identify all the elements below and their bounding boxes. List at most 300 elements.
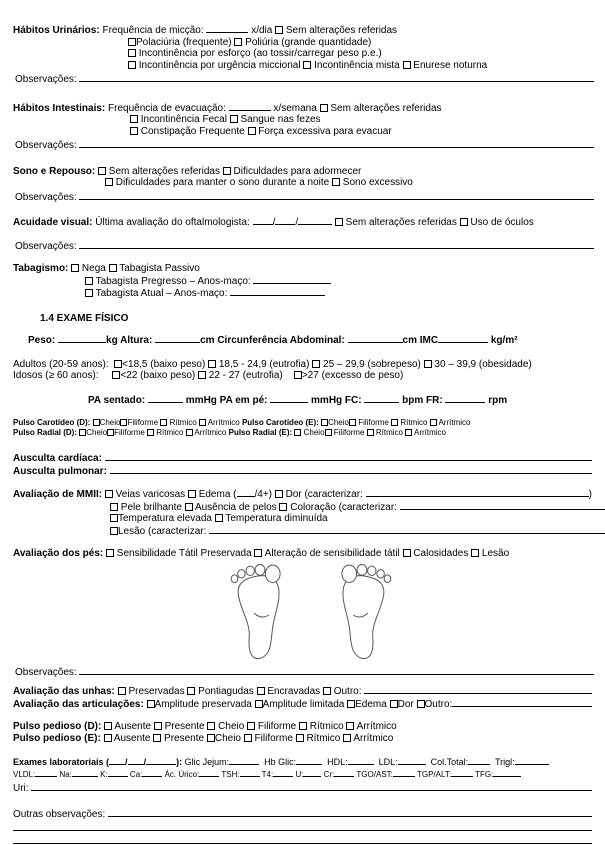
field-label: Hábitos Urinários:	[13, 25, 103, 36]
static-text: Presente	[161, 732, 207, 744]
form-line	[13, 666, 594, 679]
radial-e-filiforme-checkbox[interactable]	[325, 429, 332, 436]
pa-sentado-field[interactable]	[148, 394, 183, 403]
poliuria-checkbox[interactable]	[234, 38, 242, 46]
ca-field[interactable]	[142, 768, 162, 777]
form-line	[13, 263, 592, 275]
anos-maco-atual-field[interactable]	[230, 287, 325, 296]
amplitude-preservada-checkbox[interactable]	[147, 700, 155, 708]
field-label: Tabagismo:	[13, 263, 72, 274]
form-line	[13, 359, 592, 371]
static-text: Ausente	[111, 732, 154, 744]
field-label: PA sentado:	[88, 394, 149, 406]
section-exames-laboratoriais	[13, 756, 592, 794]
static-text: Temperatura elevada	[118, 513, 215, 524]
form-line	[13, 24, 592, 37]
static-text: Arrítmico	[192, 427, 229, 437]
glic-jejum-field[interactable]	[229, 756, 259, 765]
tsh-field[interactable]	[240, 768, 260, 777]
dificuldades-para-manter-o-sono-checkbox[interactable]	[105, 178, 113, 186]
adultos-eutrofia-checkbox[interactable]	[208, 360, 216, 368]
sangue-nas-fezes-checkbox[interactable]	[230, 115, 238, 123]
static-text: Frequência de evacuação:	[108, 102, 229, 114]
field-label: /	[125, 757, 128, 767]
form-line	[13, 488, 592, 501]
section-imc-classificacao	[13, 359, 592, 382]
static-text: Cheio	[328, 418, 349, 427]
feet-soles-svg	[227, 564, 395, 664]
static-text: Incontinência por esforço (ao tossir/carregar peso p.e.)	[136, 48, 382, 59]
polaciuria-checkbox[interactable]	[128, 38, 136, 46]
static-text: Alteração de sensibilidade tátil	[262, 548, 403, 559]
observacoes-habitos-intestinais-field[interactable]	[79, 139, 594, 148]
form-line	[13, 721, 592, 733]
form-line	[13, 287, 605, 300]
form-line	[13, 698, 592, 711]
section-acuidade-visual	[13, 216, 592, 252]
static-text: Arrítmico	[436, 418, 471, 427]
static-text: >27 (excesso de peso)	[301, 370, 404, 381]
oftalmologista-ano-field[interactable]	[298, 216, 332, 225]
section-pressao-arterial	[13, 394, 592, 407]
radial-d-ritmico-checkbox[interactable]	[147, 429, 154, 436]
incontinencia-fecal-checkbox[interactable]	[130, 115, 138, 123]
section-avaliacao-de-mmii	[13, 488, 592, 537]
ausencia-de-pelos-checkbox[interactable]	[185, 503, 193, 511]
unhas-preservadas-checkbox[interactable]	[118, 687, 126, 695]
adultos-obesidade-checkbox[interactable]	[424, 360, 432, 368]
field-label: kg Altura:	[106, 335, 156, 346]
tfg-field[interactable]	[493, 768, 521, 777]
field-label: Pulso Radial (E):	[228, 427, 295, 437]
edema-grau-field[interactable]	[237, 488, 255, 497]
sem-alteracoes-urinarias-checkbox[interactable]	[275, 26, 283, 34]
idosos-baixo-peso-checkbox[interactable]	[112, 371, 120, 379]
static-text: Temperatura diminuída	[222, 513, 328, 524]
pedioso-d-cheio-checkbox[interactable]	[207, 722, 215, 730]
tabagista-passivo-checkbox[interactable]	[109, 264, 117, 272]
section-pulsos-carotideo-radial	[13, 418, 592, 437]
form-line	[13, 216, 592, 229]
unhas-encravadas-checkbox[interactable]	[257, 687, 265, 695]
form-line	[13, 48, 605, 60]
static-text: Sem alterações referidas	[106, 165, 223, 177]
form-line	[13, 240, 594, 253]
adultos-baixo-peso-checkbox[interactable]	[114, 360, 122, 368]
k-field[interactable]	[108, 768, 128, 777]
sem-alteracoes-visuais-checkbox[interactable]	[335, 218, 343, 226]
static-text: Sem alterações referidas	[283, 25, 398, 36]
pedioso-e-filiforme-checkbox[interactable]	[244, 734, 252, 742]
lesao-pes-checkbox[interactable]	[471, 549, 479, 557]
static-text: Pele brilhante	[118, 501, 185, 513]
field-label: Peso:	[28, 335, 59, 346]
unhas-outro-checkbox[interactable]	[323, 687, 331, 695]
static-text: Cr:	[321, 770, 335, 779]
oftalmologista-mes-field[interactable]	[275, 216, 295, 225]
pedioso-d-ritmico-checkbox[interactable]	[299, 722, 307, 730]
section-avaliacao-unhas-e-articulacoes	[13, 685, 592, 710]
oftalmologista-dia-field[interactable]	[253, 216, 273, 225]
static-text: K:	[97, 770, 108, 779]
static-text: Tabagista Atual – Anos-maço:	[93, 288, 231, 299]
carotideo-d-ritmico-checkbox[interactable]	[160, 419, 167, 426]
static-text: Cheio	[86, 427, 108, 437]
static-text: Poliúria (grande quantidade)	[242, 36, 372, 48]
static-text: Cheio	[215, 721, 248, 732]
frequencia-evacuacao-field[interactable]	[229, 102, 271, 111]
form-line	[13, 37, 605, 49]
static-text: TGP/ALT:	[414, 770, 452, 779]
form-line	[13, 60, 605, 72]
static-text: Outro:	[424, 698, 453, 710]
field-label: rpm	[485, 394, 508, 406]
coloracao-checkbox[interactable]	[279, 503, 287, 511]
static-text: Na:	[57, 770, 72, 779]
static-text: Sem alterações referidas	[327, 102, 442, 114]
vldl-field[interactable]	[35, 768, 57, 777]
static-text: Sem alterações referidas	[342, 217, 460, 228]
frequencia-miccao-field[interactable]	[206, 24, 248, 33]
tabagista-pregresso-checkbox[interactable]	[85, 277, 93, 285]
carotideo-d-arritmico-checkbox[interactable]	[199, 419, 206, 426]
field-label: mmHg PA em pé:	[183, 394, 271, 406]
radial-e-cheio-checkbox[interactable]	[294, 429, 301, 436]
pedioso-d-presente-checkbox[interactable]	[154, 722, 162, 730]
carotideo-e-filiforme-checkbox[interactable]	[349, 419, 356, 426]
adultos-sobrepeso-checkbox[interactable]	[312, 360, 320, 368]
carotideo-d-cheio-checkbox[interactable]	[93, 419, 100, 426]
outras-observacoes-linha-2-field[interactable]	[13, 830, 592, 831]
static-text: Filiforme	[251, 732, 296, 744]
static-text: Trigl:	[490, 757, 515, 767]
calosidades-checkbox[interactable]	[403, 549, 411, 557]
static-text: Uri:	[13, 782, 32, 794]
hdl-field[interactable]	[348, 756, 374, 765]
field-label: Pulso Carotídeo (E):	[241, 418, 322, 427]
incontinencia-mista-checkbox[interactable]	[303, 61, 311, 69]
field-label: cm Circunferência Abdominal:	[200, 335, 348, 346]
pedioso-d-arritmico-checkbox[interactable]	[346, 722, 354, 730]
static-text: Edema (	[195, 489, 237, 500]
static-text: <22 (baixo peso)	[120, 370, 198, 381]
form-line	[13, 782, 592, 795]
section-avaliacao-dos-pes	[13, 548, 592, 678]
field-label: Sono e Repouso:	[13, 165, 98, 177]
field-label: ):	[176, 757, 185, 767]
static-text: Lesão	[479, 548, 510, 559]
field-label: 1.4 EXAME FÍSICO	[40, 312, 129, 324]
fc-bpm-field[interactable]	[364, 394, 399, 403]
static-text: Dificuldades para manter o sono durante a noite	[113, 177, 333, 188]
observacoes-acuidade-visual-field[interactable]	[79, 240, 594, 249]
static-text: 18,5 - 24,9 (eutrofia)	[216, 358, 313, 370]
radial-d-cheio-checkbox[interactable]	[79, 429, 86, 436]
field-label: /	[143, 757, 147, 767]
static-text: Rítmico	[303, 732, 344, 744]
ausculta-cardiaca-field[interactable]	[105, 452, 592, 461]
tgp-alt-field[interactable]	[451, 768, 473, 777]
form-line	[13, 334, 605, 347]
static-text: U:	[293, 770, 304, 779]
edema-checkbox[interactable]	[188, 490, 196, 498]
pedioso-e-ritmico-checkbox[interactable]	[296, 734, 304, 742]
form-line	[13, 501, 605, 514]
static-text: Rítmico	[398, 418, 430, 427]
field-label: kg/m²	[488, 335, 518, 346]
t4-field[interactable]	[273, 768, 293, 777]
form-line	[13, 73, 594, 86]
field-label: Avaliação de MMII:	[13, 489, 105, 500]
altura-cm-field[interactable]	[155, 334, 200, 343]
static-text: TGO/AST:	[354, 770, 393, 779]
static-text: Dificuldades para adormecer	[230, 165, 362, 177]
field-label: Avaliação das unhas:	[13, 686, 118, 697]
temperatura-elevada-checkbox[interactable]	[110, 514, 118, 522]
section-outras-observacoes	[13, 808, 592, 844]
static-text: Incontinência mista	[311, 59, 403, 71]
enurese-noturna-checkbox[interactable]	[403, 61, 411, 69]
ldl-field[interactable]	[398, 756, 426, 765]
pedioso-e-cheio-checkbox[interactable]	[207, 734, 215, 742]
form-line	[13, 548, 592, 560]
static-text: Constipação Frequente	[138, 125, 248, 137]
cr-field[interactable]	[334, 768, 354, 777]
sono-excessivo-checkbox[interactable]	[332, 178, 340, 186]
static-text: Filiforme	[255, 721, 299, 732]
static-text: Outro:	[330, 686, 365, 697]
static-text: Ca:	[127, 770, 143, 779]
field-label: Acuidade visual:	[13, 217, 96, 228]
pa-em-pe-field[interactable]	[270, 394, 308, 403]
static-text: Col.Total:	[425, 757, 469, 767]
dificuldades-para-adormecer-checkbox[interactable]	[223, 167, 231, 175]
feet-soles-illustration	[13, 564, 600, 664]
form-line	[13, 102, 592, 115]
form-line	[13, 177, 605, 189]
exames-dia-field[interactable]	[109, 756, 125, 765]
pedioso-e-arritmico-checkbox[interactable]	[343, 734, 351, 742]
tabagista-atual-checkbox[interactable]	[85, 289, 93, 297]
static-text: Observações:	[15, 191, 80, 203]
pedioso-e-presente-checkbox[interactable]	[153, 734, 161, 742]
dor-checkbox[interactable]	[275, 490, 283, 498]
field-label: cm IMC	[402, 335, 439, 346]
field-label: Pulso pedioso (D):	[13, 721, 105, 732]
form-line	[13, 452, 592, 465]
form-line	[13, 114, 605, 126]
static-text: Arrítmico	[205, 418, 242, 427]
lesao-mmii-checkbox[interactable]	[110, 527, 118, 535]
form-line	[13, 418, 592, 428]
radial-d-filiforme-checkbox[interactable]	[107, 429, 114, 436]
incontinencia-por-esforco-checkbox[interactable]	[128, 49, 136, 57]
dor-caracterizar-field[interactable]	[366, 488, 589, 497]
static-text: )	[588, 489, 592, 500]
sem-alteracoes-sono-checkbox[interactable]	[98, 167, 106, 175]
static-text: Arrítmico	[412, 427, 446, 437]
anos-maco-pregresso-field[interactable]	[253, 275, 331, 284]
static-text: Adultos (20-59 anos):	[13, 358, 115, 370]
carotideo-d-filiforme-checkbox[interactable]	[120, 419, 127, 426]
exames-ano-field[interactable]	[146, 756, 176, 765]
alteracao-de-sensibilidade-tatil-checkbox[interactable]	[254, 549, 262, 557]
static-text: Última avaliação do oftalmologista:	[95, 217, 253, 228]
carotideo-e-arritmico-checkbox[interactable]	[430, 419, 437, 426]
static-text: T4:	[259, 770, 274, 779]
trigl-field[interactable]	[515, 756, 549, 765]
pedioso-d-filiforme-checkbox[interactable]	[247, 722, 255, 730]
pedioso-e-ausente-checkbox[interactable]	[104, 734, 112, 742]
section-sono-e-repouso	[13, 166, 592, 204]
form-line	[13, 756, 592, 768]
sem-alteracoes-intestinais-checkbox[interactable]	[320, 104, 328, 112]
lesao-caracterizar-field[interactable]	[209, 525, 605, 534]
uso-de-oculos-checkbox[interactable]	[460, 218, 468, 226]
static-text: Sensibilidade Tátil Preservada	[114, 548, 255, 559]
static-text: Presente	[161, 721, 208, 732]
static-text: Observações:	[15, 666, 80, 678]
static-text: Observações:	[15, 140, 80, 151]
carotideo-e-ritmico-checkbox[interactable]	[391, 419, 398, 426]
static-text: Edema	[355, 698, 390, 710]
static-text: LDL:	[373, 757, 398, 767]
observacoes-pes-field[interactable]	[79, 666, 594, 675]
ac-urico-field[interactable]	[199, 768, 219, 777]
static-text: 30 – 39,9 (obesidade)	[431, 358, 532, 370]
static-text: Outras observações:	[13, 809, 109, 820]
unhas-outro-descricao-field[interactable]	[364, 685, 592, 694]
circunferencia-abdominal-cm-field[interactable]	[348, 334, 403, 343]
section-pulso-pedioso	[13, 721, 592, 744]
section-tabagismo	[13, 263, 592, 300]
amplitude-limitada-checkbox[interactable]	[255, 700, 263, 708]
form-line	[13, 808, 592, 821]
static-text: Filiforme	[114, 427, 148, 437]
static-text: Cheio	[301, 427, 325, 437]
radial-d-arritmico-checkbox[interactable]	[186, 429, 193, 436]
static-text: Uso de óculos	[467, 217, 534, 228]
static-text: Dor (caracterizar:	[282, 489, 366, 500]
nega-checkbox[interactable]	[71, 264, 79, 272]
idosos-eutrofia-checkbox[interactable]	[198, 371, 206, 379]
field-label: mmHg FC:	[308, 394, 365, 406]
peso-kg-field[interactable]	[58, 334, 106, 343]
static-text: Preservadas	[125, 686, 188, 697]
static-text: Tabagista Passivo	[116, 263, 200, 274]
incontinencia-por-urgencia-checkbox[interactable]	[128, 61, 136, 69]
section-antropometria	[13, 334, 592, 347]
pedioso-d-ausente-checkbox[interactable]	[104, 722, 112, 730]
form-line	[13, 768, 592, 780]
articulacoes-dor-checkbox[interactable]	[390, 700, 398, 708]
section-habitos-urinarios	[13, 24, 592, 86]
field-label: bpm FR:	[399, 394, 446, 406]
static-text: Arrítmico	[354, 721, 397, 732]
unhas-pontiagudas-checkbox[interactable]	[187, 687, 195, 695]
static-text: Tabagista Pregresso – Anos-maço:	[93, 275, 254, 287]
static-text: /	[272, 217, 276, 228]
static-text: Glic Jejum:	[184, 757, 230, 767]
static-text: Lesão (caracterizar:	[118, 525, 210, 537]
section-habitos-intestinais	[13, 102, 592, 152]
static-text: Arrítmico	[351, 732, 394, 744]
field-label: Ausculta pulmonar:	[13, 465, 110, 477]
coloracao-caracterizar-field[interactable]	[400, 501, 605, 510]
u-field[interactable]	[303, 768, 321, 777]
static-text: Ausente	[112, 721, 154, 732]
form-line	[13, 313, 605, 325]
ausculta-pulmonar-field[interactable]	[110, 465, 592, 474]
static-text: TFG:	[473, 770, 494, 779]
static-text: Encravadas	[264, 686, 323, 697]
outras-observacoes-field[interactable]	[108, 808, 592, 817]
static-text: x/dia	[248, 25, 276, 36]
static-text: Enurese noturna	[410, 59, 488, 71]
static-text: Cheio	[214, 732, 244, 744]
tgo-ast-field[interactable]	[393, 768, 415, 777]
veias-varicosas-checkbox[interactable]	[105, 490, 113, 498]
static-text: Incontinência Fecal	[138, 114, 230, 125]
observacoes-sono-field[interactable]	[79, 191, 594, 200]
idosos-excesso-de-peso-checkbox[interactable]	[294, 371, 302, 379]
static-text: Sangue nas fezes	[237, 114, 321, 125]
static-text: Observações:	[15, 74, 80, 85]
articulacoes-outro-checkbox[interactable]	[417, 700, 425, 708]
static-text: Filiforme	[355, 418, 392, 427]
imc-field[interactable]	[438, 334, 488, 343]
field-label: Pulso Carotídeo (D):	[13, 418, 93, 427]
form-line	[13, 166, 592, 178]
observacoes-habitos-urinarios-field[interactable]	[79, 73, 594, 82]
na-field[interactable]	[72, 768, 98, 777]
radial-e-ritmico-checkbox[interactable]	[367, 429, 374, 436]
static-text: Frequência de micção:	[102, 25, 207, 36]
form-line	[13, 428, 592, 438]
form-line	[13, 685, 592, 698]
carotideo-e-cheio-checkbox[interactable]	[321, 419, 328, 426]
static-text: Veias varicosas	[112, 489, 188, 500]
pele-brilhante-checkbox[interactable]	[110, 503, 118, 511]
forca-excessiva-para-evacuar-checkbox[interactable]	[248, 127, 256, 135]
static-text: Cheio	[99, 418, 121, 427]
exames-mes-field[interactable]	[128, 756, 144, 765]
radial-e-arritmico-checkbox[interactable]	[405, 429, 412, 436]
articulacoes-outro-descricao-field[interactable]	[452, 698, 592, 707]
static-text: /	[295, 217, 299, 228]
static-text: Amplitude preservada	[154, 698, 255, 710]
form-line	[13, 525, 605, 538]
col-total-field[interactable]	[468, 756, 490, 765]
static-text: Rítmico	[373, 427, 406, 437]
sensibilidade-tatil-preservada-checkbox[interactable]	[106, 549, 114, 557]
field-label: Exames laboratoriais (	[13, 757, 110, 767]
temperatura-diminuida-checkbox[interactable]	[215, 514, 223, 522]
articulacoes-edema-checkbox[interactable]	[347, 700, 355, 708]
static-text: HDL:	[322, 757, 348, 767]
form-line	[13, 733, 592, 745]
outras-observacoes-linha-3-field[interactable]	[13, 843, 592, 844]
field-label: Ausculta cardíaca:	[13, 453, 105, 464]
hb-glic-field[interactable]	[296, 756, 322, 765]
section-ausculta	[13, 452, 592, 477]
urina-field[interactable]	[31, 782, 592, 791]
form-line	[13, 275, 605, 288]
static-text: Rítmico	[167, 418, 199, 427]
fr-rpm-field[interactable]	[445, 394, 485, 403]
static-text: Filiforme	[331, 427, 367, 437]
constipacao-frequente-checkbox[interactable]	[130, 127, 138, 135]
